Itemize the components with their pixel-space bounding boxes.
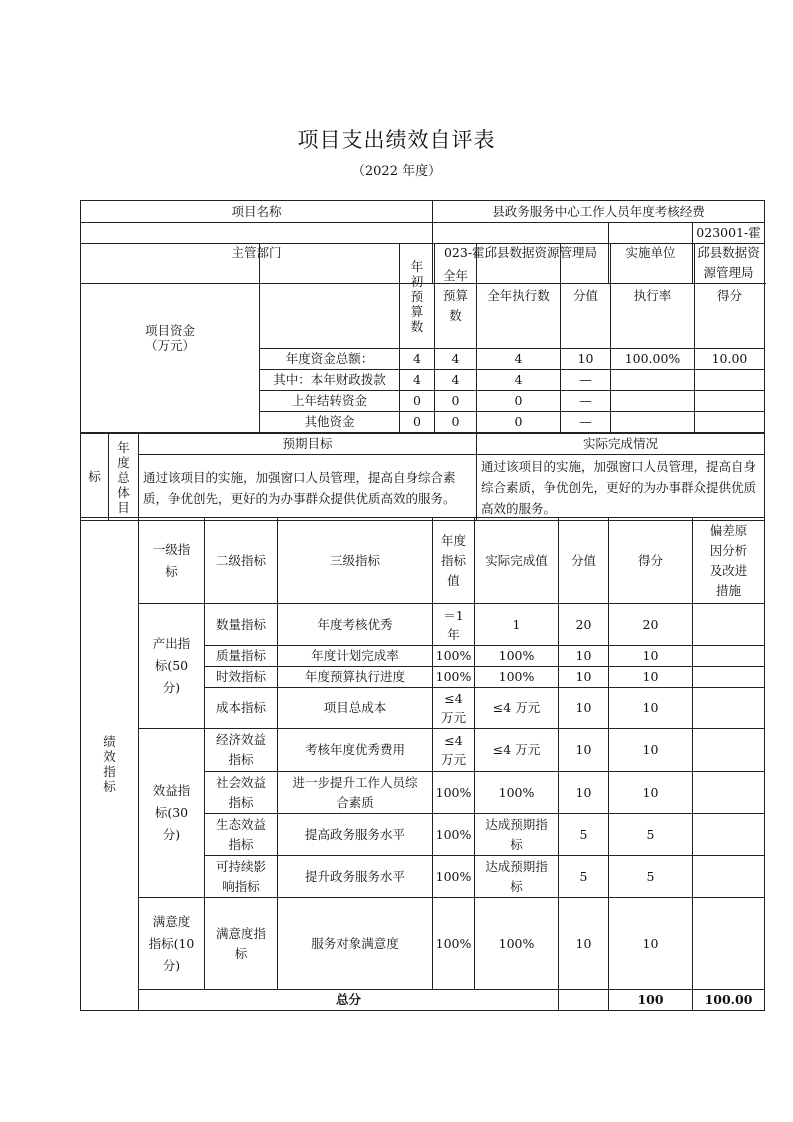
fund-rate — [611, 412, 695, 433]
funds-table — [80, 243, 765, 433]
got-cell: 10 — [609, 898, 693, 990]
note-cell — [693, 667, 765, 688]
got-cell: 5 — [609, 814, 693, 856]
l3-cell: 年度考核优秀 — [278, 604, 433, 646]
l2-cell — [205, 814, 278, 856]
l3-cell: 提高政务服务水平 — [278, 814, 433, 856]
dept-value: 023-霍邱县数据资源管理局 — [433, 223, 609, 284]
l2-cell-text: 可持续影 响指标 — [215, 858, 266, 894]
note-cell — [693, 604, 765, 646]
l1-satisfaction — [139, 898, 205, 990]
expected-goal-text: 通过该项目的实施，加强窗口人员管理，提高自身综合素质，争优创先，更好的为办事群众提供优质高效的服务。 — [139, 455, 477, 521]
l2-cell: 成本指标 — [205, 688, 278, 729]
expected-goal-header: 预期目标 — [139, 434, 477, 455]
l1-header — [139, 518, 205, 604]
fund-exec: 4 — [477, 370, 561, 391]
goals-label-a — [109, 434, 139, 521]
perf-row — [81, 898, 765, 990]
actual-cell-text: 达成预期指 标 — [485, 816, 548, 852]
actual-cell: 100% — [475, 898, 559, 990]
fund-full: 0 — [435, 412, 477, 433]
l3-cell: 服务对象满意度 — [278, 898, 433, 990]
target-cell-text: ＝1 年 — [443, 607, 464, 642]
note-cell — [693, 856, 765, 898]
fund-initial: 0 — [400, 412, 435, 433]
fund-initial: 0 — [400, 391, 435, 412]
got-cell: 10 — [609, 729, 693, 772]
target-cell: 100% — [433, 667, 475, 688]
l1-header-text: 一级指 标 — [152, 541, 191, 579]
target-cell-text: ≤4 万元 — [440, 691, 466, 725]
target-cell — [433, 604, 475, 646]
perf-label-text: 绩 效 指 标 — [103, 734, 116, 794]
full-budget-header — [435, 244, 477, 349]
goals-header-row — [81, 434, 765, 455]
perf-row — [81, 604, 765, 646]
target-cell: 100% — [433, 814, 475, 856]
fund-full: 0 — [435, 391, 477, 412]
goals-content-row — [81, 455, 765, 521]
l1-output — [139, 604, 205, 729]
fund-rate: 100.00% — [611, 349, 695, 370]
l1-benefit — [139, 729, 205, 898]
unit-value: 023001-霍邱县数据资源管理局 — [693, 223, 765, 284]
l2-cell — [205, 772, 278, 814]
fund-got — [695, 412, 765, 433]
unit-label: 实施单位 — [609, 223, 693, 284]
l2-cell — [205, 729, 278, 772]
total-score: 100 — [609, 990, 693, 1011]
page-subtitle: （2022 年度） — [351, 164, 442, 179]
l2-cell — [205, 898, 278, 990]
target-header-text: 年度 指标 值 — [440, 532, 466, 588]
got-header: 得分 — [695, 244, 765, 349]
target-cell: 100% — [433, 898, 475, 990]
actual-cell: ≤4 万元 — [475, 729, 559, 772]
got-header: 得分 — [609, 518, 693, 604]
got-cell: 10 — [609, 646, 693, 667]
l2-cell-text: 生态效益 指标 — [215, 816, 266, 852]
project-name-value: 县政务服务中心工作人员年度考核经费 — [433, 201, 765, 223]
actual-cell: 100% — [475, 646, 559, 667]
got-cell: 10 — [609, 667, 693, 688]
fund-initial: 4 — [400, 370, 435, 391]
score-cell: 10 — [559, 898, 609, 990]
target-cell: 100% — [433, 856, 475, 898]
actual-cell: 100% — [475, 772, 559, 814]
score-header: 分值 — [561, 244, 611, 349]
got-cell: 10 — [609, 772, 693, 814]
score-header: 分值 — [559, 518, 609, 604]
l2-cell: 数量指标 — [205, 604, 278, 646]
l3-cell: 年度预算执行进度 — [278, 667, 433, 688]
l3-cell: 项目总成本 — [278, 688, 433, 729]
note-cell — [693, 729, 765, 772]
fund-initial: 4 — [400, 349, 435, 370]
score-cell: 20 — [559, 604, 609, 646]
note-cell — [693, 688, 765, 729]
l2-header: 二级指标 — [205, 518, 278, 604]
target-cell: 100% — [433, 772, 475, 814]
actual-cell-text: 达成预期指 标 — [485, 858, 548, 894]
perf-row — [81, 729, 765, 772]
dept-label: 主管部门 — [81, 223, 433, 284]
score-cell: 5 — [559, 856, 609, 898]
l1-output-text: 产出指 标(50 分) — [152, 636, 191, 695]
fund-exec: 0 — [477, 412, 561, 433]
total-blank — [559, 990, 609, 1011]
total-row — [81, 990, 765, 1011]
l1-satisfaction-text: 满意度 指标(10 分) — [148, 913, 195, 973]
l2-cell-text: 经济效益 指标 — [215, 732, 266, 767]
score-cell: 5 — [559, 814, 609, 856]
target-cell — [433, 729, 475, 772]
fund-full: 4 — [435, 349, 477, 370]
actual-cell: 100% — [475, 667, 559, 688]
l3-cell: 提升政务服务水平 — [278, 856, 433, 898]
funds-label-text: 项目资金 （万元） — [144, 323, 195, 353]
score-cell: 10 — [559, 729, 609, 772]
goals-label-b: 标 — [81, 434, 109, 521]
actual-cell: ≤4 万元 — [475, 688, 559, 729]
total-label: 总分 — [139, 990, 559, 1011]
funds-blank-header — [260, 244, 400, 349]
total-got: 100.00 — [693, 990, 765, 1011]
actual-result-header: 实际完成情况 — [477, 434, 765, 455]
actual-cell — [475, 856, 559, 898]
note-cell — [693, 814, 765, 856]
actual-result-text: 通过该项目的实施，加强窗口人员管理，提高自身综合素质，争优创先，更好的为办事群众提供优质高效的服务。 — [477, 455, 765, 521]
l2-cell: 时效指标 — [205, 667, 278, 688]
fund-score: — — [561, 370, 611, 391]
fund-name: 上年结转资金 — [260, 391, 400, 412]
got-cell: 20 — [609, 604, 693, 646]
target-cell: 100% — [433, 646, 475, 667]
fund-got — [695, 370, 765, 391]
note-cell — [693, 646, 765, 667]
performance-table — [80, 517, 765, 1011]
fund-name: 其中：本年财政拨款 — [260, 370, 400, 391]
fund-exec: 0 — [477, 391, 561, 412]
l3-cell: 年度计划完成率 — [278, 646, 433, 667]
fund-score: — — [561, 391, 611, 412]
note-header — [693, 518, 765, 604]
actual-header: 实际完成值 — [475, 518, 559, 604]
l2-cell-text: 满意度指 标 — [215, 925, 266, 961]
funds-header-row — [81, 244, 765, 349]
project-name-row — [81, 201, 765, 223]
full-budget-header-text: 全年 预算 数 — [442, 268, 468, 323]
target-header — [433, 518, 475, 604]
got-cell: 5 — [609, 856, 693, 898]
score-cell: 10 — [559, 646, 609, 667]
note-cell — [693, 898, 765, 990]
funds-label — [81, 244, 260, 433]
perf-label — [81, 518, 139, 1011]
note-header-text: 偏差原 因分析 及改进 措施 — [709, 522, 748, 598]
fund-full: 4 — [435, 370, 477, 391]
l3-cell — [278, 772, 433, 814]
note-cell — [693, 772, 765, 814]
exec-header: 全年执行数 — [477, 244, 561, 349]
fund-name: 其他资金 — [260, 412, 400, 433]
score-cell: 10 — [559, 688, 609, 729]
page-title: 项目支出绩效自评表 — [297, 128, 496, 152]
goals-table — [80, 433, 765, 521]
l3-cell-text: 进一步提升工作人员综 合素质 — [292, 774, 418, 810]
rate-header: 执行率 — [611, 244, 695, 349]
perf-header-row — [81, 518, 765, 604]
fund-name: 年度资金总额： — [260, 349, 400, 370]
l1-benefit-text: 效益指 标(30 分) — [152, 783, 191, 842]
target-cell-text: ≤4 万元 — [440, 733, 466, 767]
l2-cell: 质量指标 — [205, 646, 278, 667]
project-name-label: 项目名称 — [81, 201, 433, 223]
fund-exec: 4 — [477, 349, 561, 370]
l2-cell — [205, 856, 278, 898]
actual-cell: 1 — [475, 604, 559, 646]
l3-header: 三级指标 — [278, 518, 433, 604]
fund-rate — [611, 370, 695, 391]
fund-got — [695, 391, 765, 412]
fund-score: 10 — [561, 349, 611, 370]
score-cell: 10 — [559, 667, 609, 688]
initial-budget-header — [400, 244, 435, 349]
l2-cell-text: 社会效益 指标 — [215, 774, 266, 810]
actual-cell — [475, 814, 559, 856]
target-cell — [433, 688, 475, 729]
l3-cell: 考核年度优秀费用 — [278, 729, 433, 772]
fund-score: — — [561, 412, 611, 433]
got-cell: 10 — [609, 688, 693, 729]
initial-budget-header-text: 年 初 预 算 数 — [410, 258, 424, 334]
fund-got: 10.00 — [695, 349, 765, 370]
goals-label-a-text: 年 度 总 体 目 — [117, 439, 130, 515]
fund-rate — [611, 391, 695, 412]
score-cell: 10 — [559, 772, 609, 814]
